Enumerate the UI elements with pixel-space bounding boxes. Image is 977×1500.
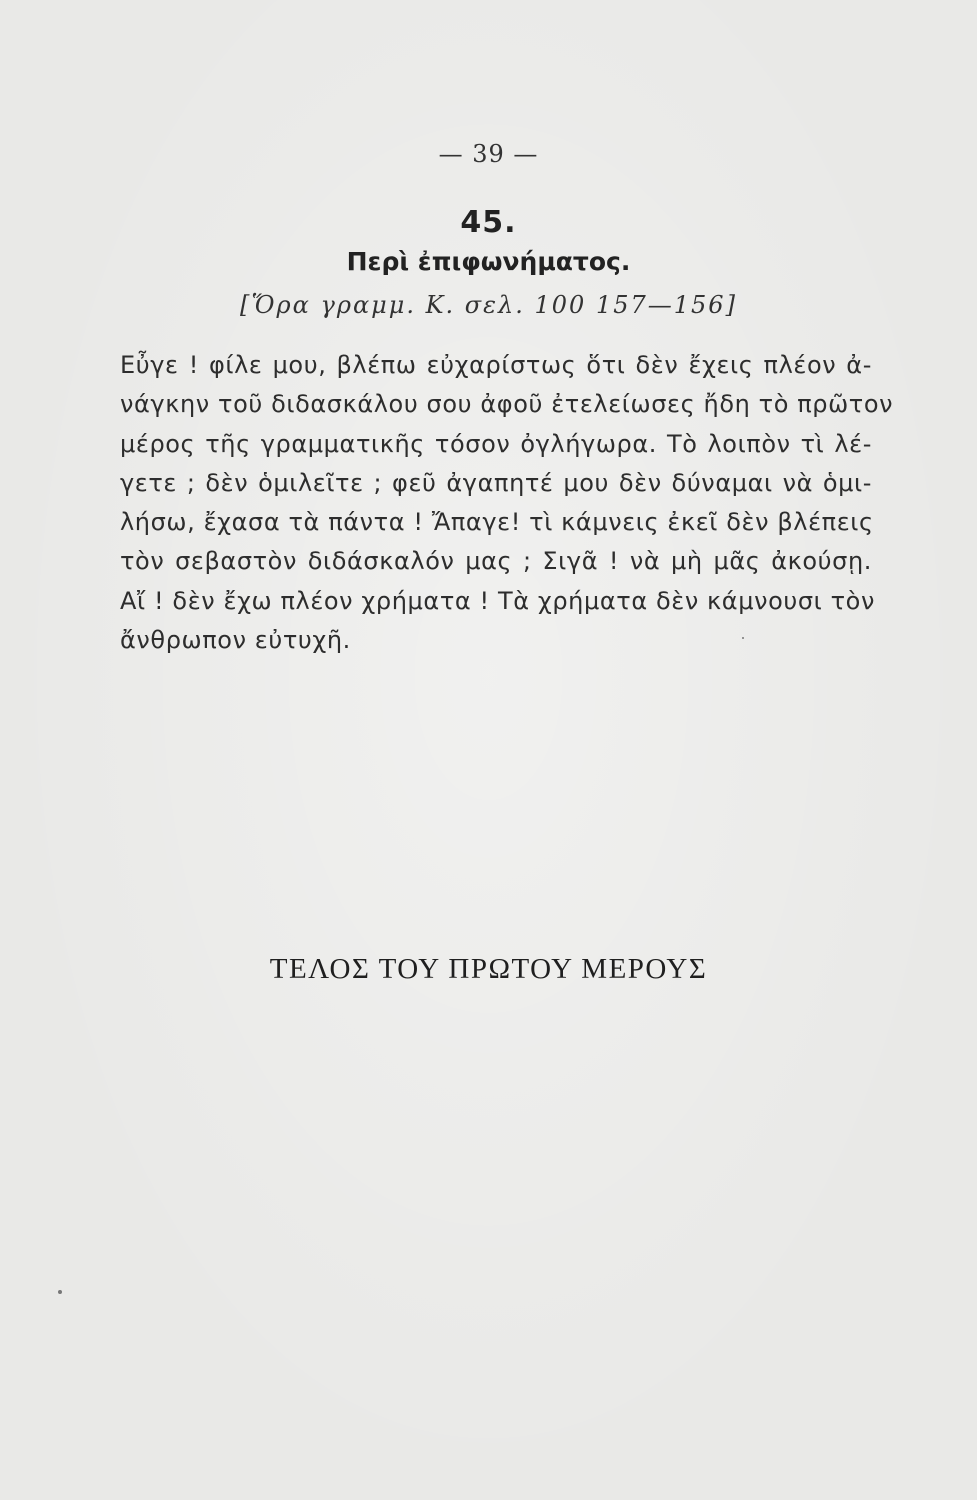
section-number: 45. [460, 205, 517, 240]
end-of-part-title: ΤΕΛΟΣ ΤΟΥ ΠΡΩΤΟΥ ΜΕΡΟΥΣ [269, 953, 708, 985]
paragraph-line: λήσω, ἔχασα τὰ πάντα ! Ἄπαγε! τὶ κάμνεις ἐκεῖ δὲν βλέπεις [120, 508, 874, 537]
paragraph-line: γετε ; δὲν ὁμιλεῖτε ; φεῦ ἀγαπητέ μου δὲν δύναμαι νὰ ὁμι- [120, 468, 872, 497]
grammar-reference: [Ὅρα γραμμ. Κ. σελ. 100 157—156] [240, 291, 737, 319]
paragraph-line: νάγκην τοῦ διδασκάλου σου ἀφοῦ ἐτελείωσες ἤδη τὸ πρῶτον [120, 390, 894, 419]
paragraph-line: Εὖγε ! φίλε μου, βλέπω εὐχαρίστως ὅτι δὲν ἔχεις πλέον ἀ- [120, 351, 872, 379]
paper-speck [58, 1290, 62, 1294]
exercise-paragraph [120, 346, 894, 660]
section-title: Περὶ ἐπιφωνήματος. [346, 247, 631, 276]
paragraph-line: ἄνθρωπον εὐτυχῆ. [120, 626, 351, 655]
paragraph-line: Αἴ ! δὲν ἔχω πλέον χρήματα ! Τὰ χρήματα δὲν κάμνουσι τὸν [120, 586, 875, 615]
page-number: — 39 — [438, 140, 539, 168]
paper-speck [742, 637, 744, 639]
paragraph-line: τὸν σεβαστὸν διδάσκαλόν μας ; Σιγᾶ ! νὰ μὴ μᾶς ἀκούσῃ. [120, 547, 872, 576]
paragraph-line: μέρος τῆς γραμματικῆς τόσον ὀγλήγωρα. Τὸ λοιπὸν τὶ λέ- [120, 429, 872, 458]
